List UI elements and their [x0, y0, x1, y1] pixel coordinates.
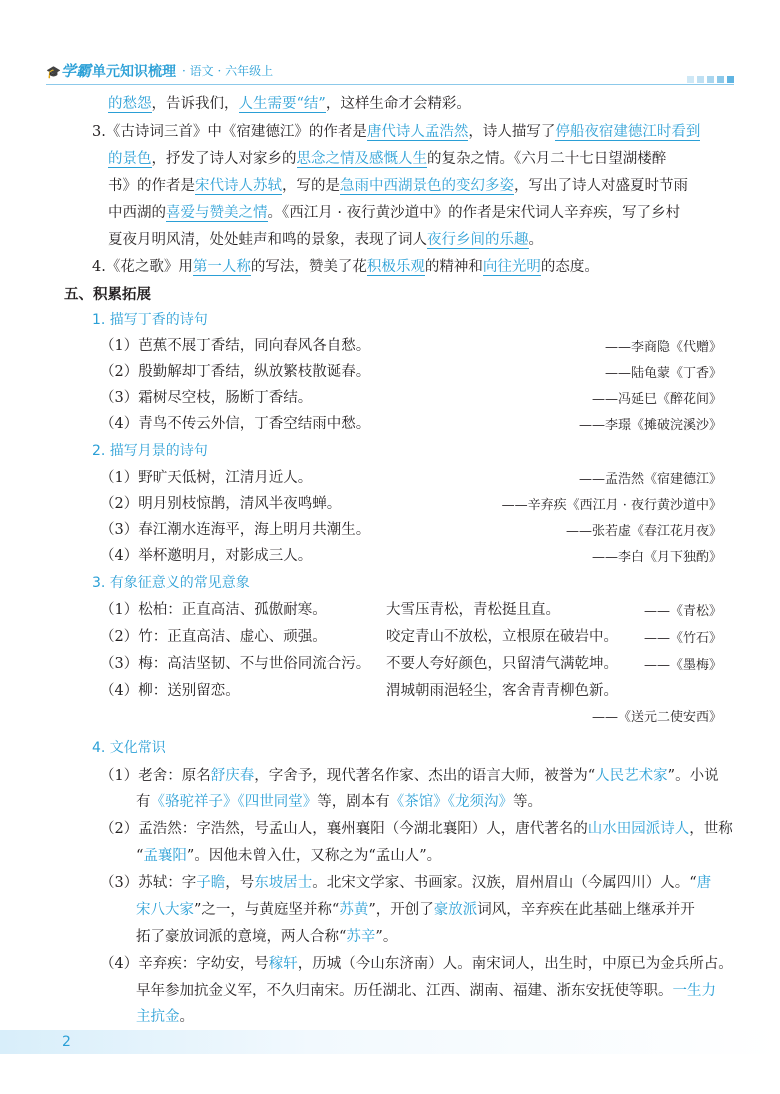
imagery-meaning: （1）松柏：正直高洁、孤傲耐寒。	[100, 602, 327, 618]
text-line: （3）苏轼：字子瞻，号东坡居士。北宋文学家、书画家。汉族，眉州眉山（今属四川）人。“唐	[100, 875, 712, 891]
subsection-title: 2. 描写月景的诗句	[92, 443, 208, 459]
text-line: 3.《古诗词三首》中《宿建德江》的作者是唐代诗人孟浩然，诗人描写了停船夜宿建德江时看到	[92, 124, 701, 140]
poem-source: ——李璟《摊破浣溪沙》	[578, 418, 722, 433]
text-line: 夏夜月明风清，处处蛙声和鸣的景象，表现了词人夜行乡间的乐趣。	[108, 232, 543, 248]
header-title: 单元知识梳理	[92, 64, 176, 80]
poem-line: （1）野旷天低树，江清月近人。	[100, 470, 313, 486]
poem-source: ——冯延巳《醉花间》	[591, 392, 722, 407]
text-line: 4.《花之歌》用第一人称的写法，赞美了花积极乐观的精神和向往光明的态度。	[92, 259, 599, 275]
section-title: 五、积累拓展	[64, 287, 151, 303]
poem-source: ——孟浩然《宿建德江》	[578, 472, 722, 487]
poem-line: （3）春江潮水连海平，海上明月共潮生。	[100, 522, 371, 538]
subsection-title: 3. 有象征意义的常见意象	[92, 575, 250, 591]
text-line: 宋八大家”之一，与黄庭坚并称“苏黄”，开创了豪放派词风，辛弃疾在此基础上继承并开	[136, 902, 695, 918]
text-line: 有《骆驼祥子》《四世同堂》等，剧本有《茶馆》《龙须沟》等。	[136, 794, 542, 810]
header-divider	[46, 84, 734, 85]
poem-source: ——张若虚《春江花月夜》	[565, 524, 722, 539]
imagery-poem: 咬定青山不放松，立根原在破岩中。	[386, 629, 618, 645]
text-line: （2）孟浩然：字浩然，号孟山人，襄州襄阳（今湖北襄阳）人，唐代著名的山水田园派诗人，世称	[100, 821, 733, 837]
page-number: 2	[62, 1034, 71, 1050]
header-subject: · 语文 · 六年级上	[182, 64, 274, 78]
poem-line: （1）芭蕉不展丁香结，同向春风各自愁。	[100, 338, 371, 354]
text-line: 主抗金。	[136, 1009, 194, 1025]
footer-band	[0, 1030, 780, 1054]
poem-source: ——李商隐《代赠》	[604, 340, 722, 355]
imagery-meaning: （2）竹：正直高洁、虚心、顽强。	[100, 629, 327, 645]
poem-source: ——陆龟蒙《丁香》	[604, 366, 722, 381]
poem-line: （2）明月别枝惊鹊，清风半夜鸣蝉。	[100, 496, 342, 512]
page-header	[46, 58, 734, 84]
poem-source: ——《墨梅》	[643, 658, 722, 673]
imagery-meaning: （4）柳：送别留恋。	[100, 683, 240, 699]
poem-line: （4）举杯邀明月，对影成三人。	[100, 548, 313, 564]
poem-source: ——《青松》	[643, 604, 722, 619]
brand-logo: 🎓学霸	[46, 62, 91, 80]
poem-source: ——辛弃疾《西江月 · 夜行黄沙道中》	[501, 498, 722, 513]
subsection-title: 1. 描写丁香的诗句	[92, 312, 208, 328]
text-line: 中西湖的喜爱与赞美之情。《西江月 · 夜行黄沙道中》的作者是宋代词人辛弃疾，写了乡村	[108, 205, 681, 221]
subsection-title: 4. 文化常识	[92, 740, 166, 756]
poem-source: ——《送元二使安西》	[591, 710, 722, 725]
poem-line: （2）殷勤解却丁香结，纵放繁枝散诞春。	[100, 364, 371, 380]
text-line: 的景色，抒发了诗人对家乡的思念之情及感慨人生的复杂之情。《六月二十七日望湖楼醉	[108, 151, 667, 167]
imagery-poem: 不要人夸好颜色，只留清气满乾坤。	[386, 656, 618, 672]
poem-line: （3）霜树尽空枝，肠断丁香结。	[100, 390, 313, 406]
text-line: 拓了豪放词派的意境，两人合称“苏辛”。	[136, 929, 398, 945]
imagery-meaning: （3）梅：高洁坚韧、不与世俗同流合污。	[100, 656, 371, 672]
text-line: （4）辛弃疾：字幼安，号稼轩，历城（今山东济南）人。南宋词人，出生时，中原已为金兵所占。	[100, 956, 733, 972]
text-line: “孟襄阳”。因他未曾入仕，又称之为“孟山人”。	[136, 848, 442, 864]
poem-source: ——李白《月下独酌》	[591, 550, 722, 565]
imagery-poem: 大雪压青松，青松挺且直。	[386, 602, 560, 618]
graduation-cap-icon: 🎓	[46, 65, 61, 79]
text-line: 的愁怨，告诉我们，人生需要“结”，这样生命才会精彩。	[108, 96, 471, 112]
poem-line: （4）青鸟不传云外信，丁香空结雨中愁。	[100, 416, 371, 432]
text-line: （1）老舍：原名舒庆春，字舍予，现代著名作家、杰出的语言大师，被誉为“人民艺术家”。小说	[100, 768, 719, 784]
poem-source: ——《竹石》	[643, 631, 722, 646]
imagery-poem: 渭城朝雨浥轻尘，客舍青青柳色新。	[386, 683, 618, 699]
text-line: 书》的作者是宋代诗人苏轼，写的是急雨中西湖景色的变幻多姿，写出了诗人对盛夏时节雨	[108, 178, 688, 194]
text-line: 早年参加抗金义军，不久归南宋。历任湖北、江西、湖南、福建、浙东安抚使等职。一生力	[136, 983, 716, 999]
